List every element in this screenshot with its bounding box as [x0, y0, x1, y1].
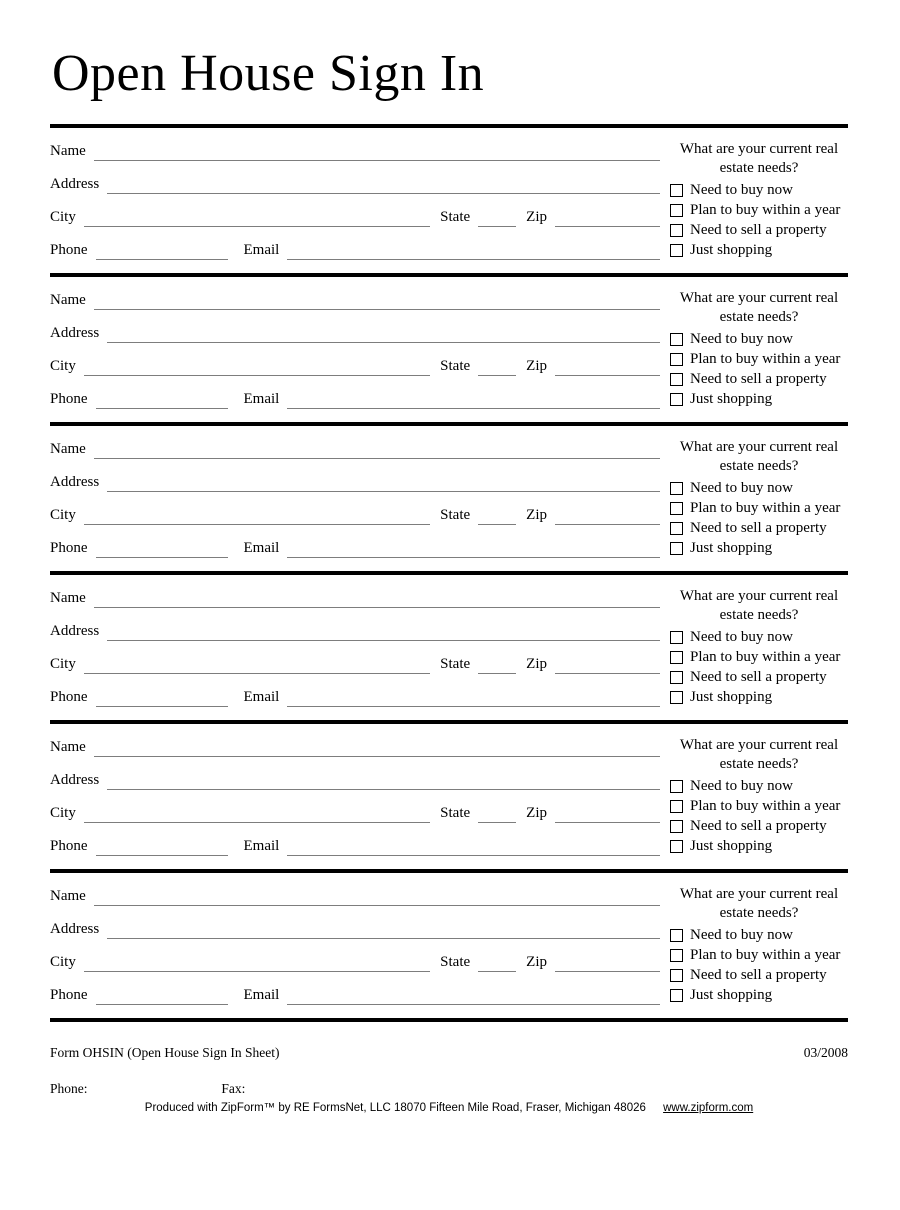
plan-to-buy-checkbox[interactable]	[670, 502, 683, 515]
name-input-line[interactable]	[94, 594, 660, 608]
needs-option-row	[670, 688, 848, 708]
email-input-line[interactable]	[287, 693, 660, 707]
zip-input-line[interactable]	[555, 511, 660, 525]
need-to-sell-checkbox[interactable]	[670, 969, 683, 982]
needs-option-row	[670, 390, 848, 410]
state-label: State	[440, 805, 471, 822]
need-to-sell-checkbox[interactable]	[670, 373, 683, 386]
needs-option-row	[670, 201, 848, 221]
phone-input-line[interactable]	[96, 395, 228, 409]
need-to-buy-now-label: Need to buy now	[690, 927, 793, 944]
phone-email-row	[50, 389, 660, 409]
just-shopping-checkbox[interactable]	[670, 393, 683, 406]
city-state-zip-row	[50, 952, 660, 972]
address-row	[50, 919, 660, 939]
just-shopping-label: Just shopping	[690, 987, 773, 1004]
needs-option-row	[670, 628, 848, 648]
state-label: State	[440, 209, 471, 226]
name-row	[50, 290, 660, 310]
plan-to-buy-checkbox[interactable]	[670, 204, 683, 217]
entry-fields	[50, 439, 660, 571]
city-state-zip-row	[50, 207, 660, 227]
needs-option-row	[670, 539, 848, 559]
city-input-line[interactable]	[84, 958, 430, 972]
name-row	[50, 588, 660, 608]
just-shopping-label: Just shopping	[690, 838, 773, 855]
name-input-line[interactable]	[94, 147, 660, 161]
needs-column	[670, 141, 848, 273]
need-to-sell-label: Need to sell a property	[690, 818, 827, 835]
address-row	[50, 472, 660, 492]
phone-input-line[interactable]	[96, 246, 228, 260]
address-row	[50, 174, 660, 194]
plan-to-buy-checkbox[interactable]	[670, 800, 683, 813]
address-label: Address	[50, 623, 100, 640]
needs-question: What are your current real estate needs?	[679, 886, 839, 921]
phone-input-line[interactable]	[96, 842, 228, 856]
needs-option-row	[670, 181, 848, 201]
plan-to-buy-label: Plan to buy within a year	[690, 351, 841, 368]
produced-by-text: Produced with ZipForm™ by RE FormsNet, LLC 18070 Fifteen Mile Road, Fraser, Michigan 48026	[144, 1102, 646, 1115]
state-input-line[interactable]	[478, 660, 516, 674]
zip-label: Zip	[526, 954, 547, 971]
address-label: Address	[50, 921, 100, 938]
just-shopping-label: Just shopping	[690, 391, 773, 408]
need-to-buy-now-checkbox[interactable]	[670, 333, 683, 346]
name-label: Name	[50, 739, 86, 756]
form-id: Form OHSIN (Open House Sign In Sheet)	[50, 1045, 280, 1061]
city-input-line[interactable]	[84, 809, 430, 823]
footer-fax-label: Fax:	[221, 1081, 246, 1097]
form-date: 03/2008	[803, 1045, 848, 1061]
footer-id-row	[50, 1045, 848, 1061]
needs-column	[670, 886, 848, 1018]
zip-input-line[interactable]	[555, 362, 660, 376]
plan-to-buy-checkbox[interactable]	[670, 353, 683, 366]
name-row	[50, 737, 660, 757]
email-input-line[interactable]	[287, 246, 660, 260]
email-label: Email	[243, 242, 280, 259]
address-input-line[interactable]	[107, 180, 660, 194]
just-shopping-label: Just shopping	[690, 242, 773, 259]
produced-by-row	[50, 1102, 848, 1114]
signin-entry	[50, 571, 848, 720]
phone-email-row	[50, 240, 660, 260]
phone-label: Phone	[50, 838, 88, 855]
state-input-line[interactable]	[478, 809, 516, 823]
need-to-buy-now-checkbox[interactable]	[670, 184, 683, 197]
needs-column	[670, 290, 848, 422]
name-label: Name	[50, 888, 86, 905]
plan-to-buy-label: Plan to buy within a year	[690, 500, 841, 517]
name-input-line[interactable]	[94, 296, 660, 310]
city-label: City	[50, 805, 76, 822]
city-input-line[interactable]	[84, 511, 430, 525]
need-to-sell-checkbox[interactable]	[670, 522, 683, 535]
city-label: City	[50, 507, 76, 524]
phone-email-row	[50, 836, 660, 856]
needs-question: What are your current real estate needs?	[679, 290, 839, 325]
zip-label: Zip	[526, 805, 547, 822]
plan-to-buy-label: Plan to buy within a year	[690, 947, 841, 964]
address-input-line[interactable]	[107, 776, 660, 790]
plan-to-buy-label: Plan to buy within a year	[690, 649, 841, 666]
city-state-zip-row	[50, 654, 660, 674]
city-label: City	[50, 358, 76, 375]
state-label: State	[440, 358, 471, 375]
need-to-sell-checkbox[interactable]	[670, 224, 683, 237]
name-input-line[interactable]	[94, 743, 660, 757]
address-input-line[interactable]	[107, 329, 660, 343]
signin-sections	[50, 124, 848, 1022]
address-label: Address	[50, 474, 100, 491]
just-shopping-checkbox[interactable]	[670, 691, 683, 704]
email-input-line[interactable]	[287, 395, 660, 409]
entry-fields	[50, 141, 660, 273]
phone-label: Phone	[50, 689, 88, 706]
zip-input-line[interactable]	[555, 660, 660, 674]
form-page	[0, 45, 900, 1114]
state-label: State	[440, 656, 471, 673]
email-input-line[interactable]	[287, 991, 660, 1005]
address-row	[50, 323, 660, 343]
zip-label: Zip	[526, 358, 547, 375]
email-input-line[interactable]	[287, 842, 660, 856]
city-state-zip-row	[50, 356, 660, 376]
needs-option-row	[670, 837, 848, 857]
entry-fields	[50, 886, 660, 1018]
needs-question: What are your current real estate needs?	[679, 588, 839, 623]
city-input-line[interactable]	[84, 213, 430, 227]
footer-contact-row	[50, 1081, 848, 1097]
entry-fields	[50, 737, 660, 869]
needs-option-row	[670, 668, 848, 688]
just-shopping-checkbox[interactable]	[670, 989, 683, 1002]
phone-label: Phone	[50, 540, 88, 557]
need-to-sell-label: Need to sell a property	[690, 222, 827, 239]
needs-option-row	[670, 330, 848, 350]
needs-option-row	[670, 926, 848, 946]
name-label: Name	[50, 292, 86, 309]
address-input-line[interactable]	[107, 478, 660, 492]
zip-label: Zip	[526, 656, 547, 673]
needs-column	[670, 737, 848, 869]
phone-input-line[interactable]	[96, 991, 228, 1005]
needs-option-row	[670, 499, 848, 519]
needs-option-row	[670, 777, 848, 797]
city-state-zip-row	[50, 803, 660, 823]
zipform-link[interactable]: www.zipform.com	[663, 1102, 754, 1115]
need-to-buy-now-label: Need to buy now	[690, 331, 793, 348]
needs-option-row	[670, 241, 848, 261]
name-label: Name	[50, 590, 86, 607]
city-input-line[interactable]	[84, 362, 430, 376]
needs-question: What are your current real estate needs?	[679, 737, 839, 772]
phone-input-line[interactable]	[96, 544, 228, 558]
needs-option-row	[670, 648, 848, 668]
phone-label: Phone	[50, 242, 88, 259]
need-to-sell-checkbox[interactable]	[670, 820, 683, 833]
address-label: Address	[50, 325, 100, 342]
needs-option-row	[670, 350, 848, 370]
address-label: Address	[50, 176, 100, 193]
needs-option-row	[670, 817, 848, 837]
just-shopping-label: Just shopping	[690, 689, 773, 706]
needs-question: What are your current real estate needs?	[679, 141, 839, 176]
state-input-line[interactable]	[478, 362, 516, 376]
phone-label: Phone	[50, 987, 88, 1004]
email-label: Email	[243, 391, 280, 408]
address-label: Address	[50, 772, 100, 789]
phone-email-row	[50, 687, 660, 707]
zip-input-line[interactable]	[555, 809, 660, 823]
need-to-buy-now-checkbox[interactable]	[670, 929, 683, 942]
state-input-line[interactable]	[478, 213, 516, 227]
name-row	[50, 886, 660, 906]
needs-option-row	[670, 986, 848, 1006]
needs-option-row	[670, 221, 848, 241]
need-to-buy-now-checkbox[interactable]	[670, 482, 683, 495]
signin-entry	[50, 422, 848, 571]
needs-option-row	[670, 966, 848, 986]
plan-to-buy-checkbox[interactable]	[670, 651, 683, 664]
phone-label: Phone	[50, 391, 88, 408]
needs-column	[670, 439, 848, 571]
needs-option-row	[670, 946, 848, 966]
need-to-sell-label: Need to sell a property	[690, 967, 827, 984]
email-label: Email	[243, 540, 280, 557]
address-input-line[interactable]	[107, 627, 660, 641]
city-label: City	[50, 954, 76, 971]
city-label: City	[50, 656, 76, 673]
need-to-sell-label: Need to sell a property	[690, 669, 827, 686]
zip-input-line[interactable]	[555, 958, 660, 972]
zip-label: Zip	[526, 507, 547, 524]
needs-question: What are your current real estate needs?	[679, 439, 839, 474]
entry-fields	[50, 588, 660, 720]
need-to-sell-checkbox[interactable]	[670, 671, 683, 684]
phone-email-row	[50, 985, 660, 1005]
need-to-buy-now-checkbox[interactable]	[670, 631, 683, 644]
zip-input-line[interactable]	[555, 213, 660, 227]
need-to-buy-now-label: Need to buy now	[690, 778, 793, 795]
entry-fields	[50, 290, 660, 422]
need-to-buy-now-label: Need to buy now	[690, 480, 793, 497]
name-label: Name	[50, 143, 86, 160]
needs-option-row	[670, 519, 848, 539]
needs-column	[670, 588, 848, 720]
name-input-line[interactable]	[94, 445, 660, 459]
plan-to-buy-label: Plan to buy within a year	[690, 202, 841, 219]
signin-entry	[50, 869, 848, 1018]
city-input-line[interactable]	[84, 660, 430, 674]
email-label: Email	[243, 838, 280, 855]
need-to-buy-now-checkbox[interactable]	[670, 780, 683, 793]
plan-to-buy-label: Plan to buy within a year	[690, 798, 841, 815]
needs-option-row	[670, 370, 848, 390]
just-shopping-label: Just shopping	[690, 540, 773, 557]
signin-entry	[50, 273, 848, 422]
address-input-line[interactable]	[107, 925, 660, 939]
city-label: City	[50, 209, 76, 226]
phone-input-line[interactable]	[96, 693, 228, 707]
need-to-buy-now-label: Need to buy now	[690, 629, 793, 646]
email-label: Email	[243, 689, 280, 706]
state-input-line[interactable]	[478, 958, 516, 972]
address-row	[50, 770, 660, 790]
need-to-sell-label: Need to sell a property	[690, 520, 827, 537]
name-row	[50, 141, 660, 161]
plan-to-buy-checkbox[interactable]	[670, 949, 683, 962]
state-label: State	[440, 507, 471, 524]
zip-label: Zip	[526, 209, 547, 226]
just-shopping-checkbox[interactable]	[670, 244, 683, 257]
just-shopping-checkbox[interactable]	[670, 542, 683, 555]
phone-email-row	[50, 538, 660, 558]
state-label: State	[440, 954, 471, 971]
need-to-buy-now-label: Need to buy now	[690, 182, 793, 199]
name-row	[50, 439, 660, 459]
form-title: Open House Sign In	[52, 45, 485, 102]
name-input-line[interactable]	[94, 892, 660, 906]
needs-option-row	[670, 797, 848, 817]
email-input-line[interactable]	[287, 544, 660, 558]
signin-entry	[50, 124, 848, 273]
signin-entry	[50, 720, 848, 869]
address-row	[50, 621, 660, 641]
state-input-line[interactable]	[478, 511, 516, 525]
city-state-zip-row	[50, 505, 660, 525]
needs-option-row	[670, 479, 848, 499]
name-label: Name	[50, 441, 86, 458]
need-to-sell-label: Need to sell a property	[690, 371, 827, 388]
just-shopping-checkbox[interactable]	[670, 840, 683, 853]
email-label: Email	[243, 987, 280, 1004]
footer-phone-label: Phone:	[50, 1081, 88, 1097]
